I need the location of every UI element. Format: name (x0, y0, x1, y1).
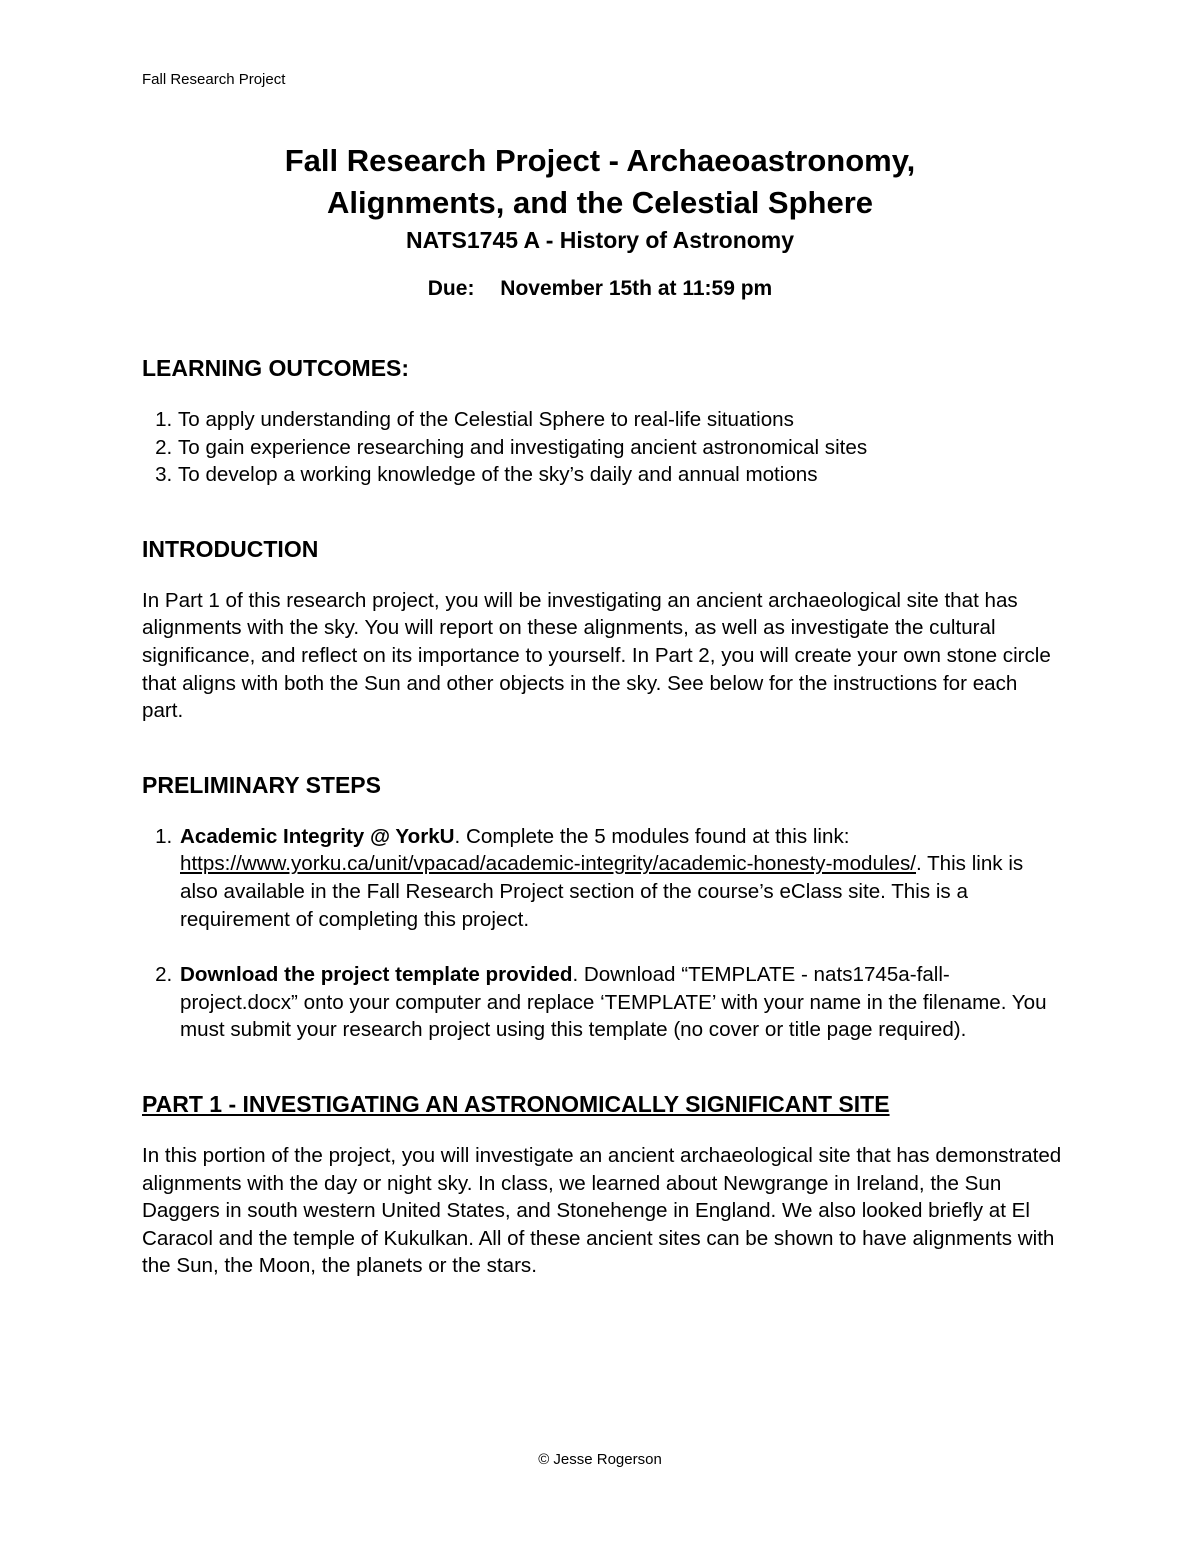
learning-outcomes-list (142, 406, 1062, 489)
preliminary-steps-list (142, 823, 1062, 1044)
document-title-line-2: Alignments, and the Celestial Sphere (326, 185, 874, 220)
step-title: Download the project template provided (180, 963, 573, 987)
list-item: 1. To apply understanding of the Celestial Sphere to real-life situations (178, 406, 1062, 434)
step-academic-integrity (178, 823, 1062, 933)
due-label: Due: (427, 277, 475, 300)
list-item: 2. To gain experience researching and investigating ancient astronomical sites (178, 434, 1062, 462)
document-body (142, 352, 1062, 1280)
due-date-line (0, 277, 1200, 301)
title-block (0, 140, 1200, 256)
copyright-footer: © Jesse Rogerson (538, 1451, 662, 1468)
part1-paragraph: In this portion of the project, you will investigate an ancient archaeological site that has demonstrated alignments with the day or night sky. In class, we learned about Newgrange in Ireland, the Sun Daggers in south western United States, and Stonehenge in England. We also looked briefly at El Caracol and the temple of Kukulkan. All of these ancient sites can be shown to have alignments with the Sun, the Moon, the planets or the stars. (142, 1143, 1062, 1278)
step-download-template (178, 961, 1062, 1044)
step-title: Academic Integrity @ YorkU (180, 824, 455, 848)
academic-integrity-link[interactable]: https://www.yorku.ca/unit/vpacad/academic-integrity/academic-honesty-modules/ (180, 852, 916, 876)
step-text: . Download “TEMPLATE - nats1745a-fall-project.docx” onto your computer and replace ‘TEMPLATE’ with your name in the filename. You must submit your research project using this template (no cover or title page required). (180, 963, 1047, 1042)
introduction-paragraph: In Part 1 of this research project, you will be investigating an ancient archaeological site that has alignments with the sky. You will report on these alignments, as well as investigate the cultural significance, and reflect on its importance to yourself. In Part 2, you will create your own stone circle that aligns with both the Sun and other objects in the sky. See below for the instructions for each part. (142, 588, 1051, 723)
due-value: November 15th at 11:59 pm (500, 277, 773, 300)
running-header: Fall Research Project (142, 71, 286, 88)
course-subtitle: NATS1745 A - History of Astronomy (405, 227, 795, 253)
step-text: . Complete the 5 modules found at this link: (454, 824, 850, 848)
part1-heading: PART 1 - INVESTIGATING AN ASTRONOMICALLY SIGNIFICANT SITE (142, 1090, 890, 1117)
list-item: 3. To develop a working knowledge of the sky’s daily and annual motions (178, 461, 1062, 489)
preliminary-steps-heading: PRELIMINARY STEPS (142, 771, 381, 798)
document-title-line-1: Fall Research Project - Archaeoastronomy, (284, 143, 916, 178)
learning-outcomes-heading: LEARNING OUTCOMES: (142, 355, 410, 381)
step-text: . This link is also available in the Fall Research Project section of the course’s eClass site. This is a requirement of completing this project. (180, 852, 1024, 931)
introduction-heading: INTRODUCTION (142, 535, 319, 562)
